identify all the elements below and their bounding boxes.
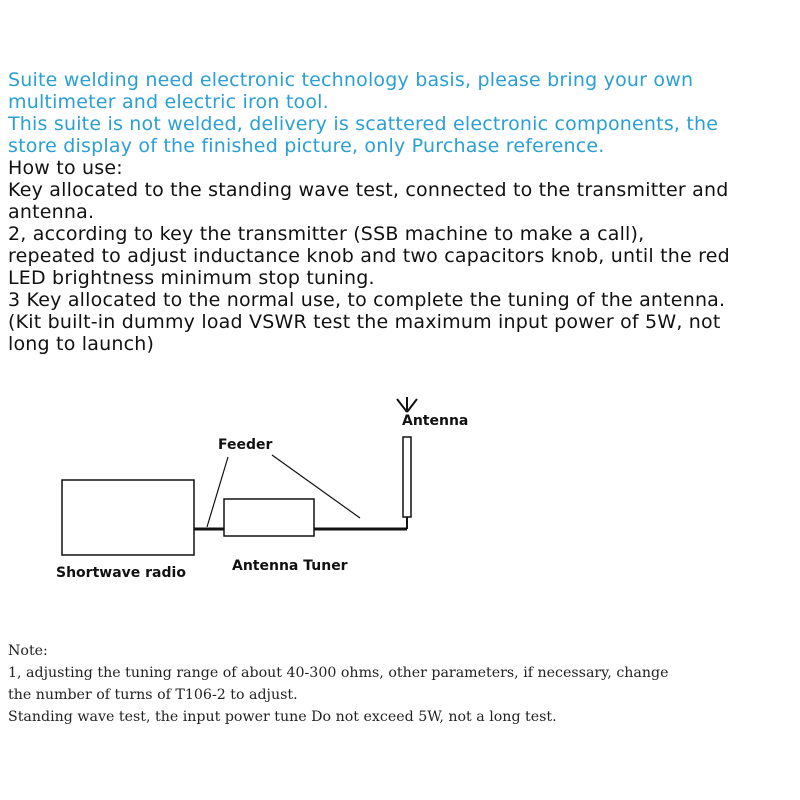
- instructions-text: [8, 69, 798, 355]
- note-heading: Note:: [8, 643, 48, 659]
- step-line: 2, according to key the transmitter (SSB machine to make a call),: [8, 223, 645, 245]
- step-line: (Kit built-in dummy load VSWR test the maximum input power of 5W, not: [8, 311, 721, 333]
- intro-line: This suite is not welded, delivery is scattered electronic components, the: [8, 113, 719, 135]
- note-line: Standing wave test, the input power tune Do not exceed 5W, not a long test.: [8, 709, 557, 725]
- antenna-tuner-box: [224, 499, 314, 536]
- step-line: long to launch): [8, 333, 155, 355]
- intro-line: multimeter and electric iron tool.: [8, 91, 329, 113]
- step-line: 3 Key allocated to the normal use, to complete the tuning of the antenna.: [8, 289, 726, 311]
- step-line: LED brightness minimum stop tuning.: [8, 267, 375, 289]
- antenna-tuner-label: Antenna Tuner: [232, 558, 348, 574]
- note-line: the number of turns of T106-2 to adjust.: [8, 687, 298, 703]
- intro-line: Suite welding need electronic technology basis, please bring your own: [8, 69, 694, 91]
- antenna-label: Antenna: [402, 413, 469, 429]
- antenna-icon: [397, 397, 417, 412]
- step-line: antenna.: [8, 201, 95, 223]
- shortwave-radio-label: Shortwave radio: [56, 565, 186, 581]
- antenna-mast: [403, 437, 411, 517]
- shortwave-radio-box: [62, 480, 194, 555]
- step-line: repeated to adjust inductance knob and two capacitors knob, until the red: [8, 245, 730, 267]
- how-to-use-heading: How to use:: [8, 157, 123, 179]
- connection-diagram: [0, 385, 800, 585]
- note-section: [8, 640, 798, 728]
- note-line: 1, adjusting the tuning range of about 40-300 ohms, other parameters, if necessary, change: [8, 665, 669, 681]
- step-line: Key allocated to the standing wave test, connected to the transmitter and: [8, 179, 729, 201]
- intro-line: store display of the finished picture, only Purchase reference.: [8, 135, 605, 157]
- feeder-label: Feeder: [218, 437, 273, 453]
